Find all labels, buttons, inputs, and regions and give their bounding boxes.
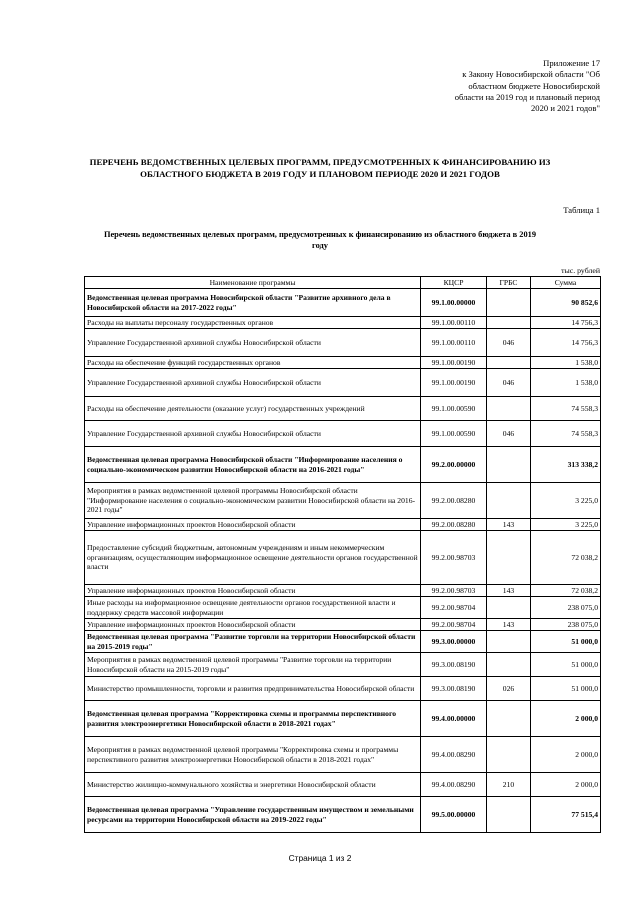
kcsr-code: 99.1.00.00590: [421, 421, 487, 447]
kcsr-code: 99.1.00.00000: [421, 289, 487, 317]
program-name: Расходы на обеспечение функций государственных органов: [85, 357, 421, 369]
amount: 51 000,0: [531, 677, 601, 701]
header-name: Наименование программы: [85, 277, 421, 289]
table-row: [85, 797, 601, 833]
grbs-code: 143: [487, 519, 531, 531]
amount: 1 538,0: [531, 357, 601, 369]
grbs-code: 046: [487, 329, 531, 357]
amount: 14 756,3: [531, 329, 601, 357]
kcsr-code: 99.2.00.98704: [421, 619, 487, 631]
table-row: [85, 773, 601, 797]
table-header-row: [85, 277, 601, 289]
grbs-code: [487, 289, 531, 317]
program-name: Ведомственная целевая программа "Развитие торговли на территории Новосибирской области на 2015-2019 годы": [85, 631, 421, 653]
table-row: [85, 585, 601, 597]
kcsr-code: 99.1.00.00190: [421, 357, 487, 369]
amount: 74 558,3: [531, 421, 601, 447]
header-grbs: ГРБС: [487, 277, 531, 289]
table-row: [85, 357, 601, 369]
table-row: [85, 677, 601, 701]
kcsr-code: 99.3.00.08190: [421, 677, 487, 701]
grbs-code: [487, 653, 531, 677]
appendix-line: к Закону Новосибирской области "Об: [462, 69, 600, 80]
table-row: [85, 447, 601, 483]
appendix-line: Приложение 17: [543, 58, 600, 68]
amount: 3 225,0: [531, 519, 601, 531]
subtitle-line: году: [312, 241, 328, 250]
program-name: Управление информационных проектов Новосибирской области: [85, 619, 421, 631]
program-name: Управление информационных проектов Новосибирской области: [85, 519, 421, 531]
amount: 238 075,0: [531, 619, 601, 631]
grbs-code: [487, 737, 531, 773]
amount: 313 338,2: [531, 447, 601, 483]
program-name: Мероприятия в рамках ведомственной целевой программы "Развитие торговли на территории Новосибирской области на 2015-2019 годы": [85, 653, 421, 677]
grbs-code: [487, 483, 531, 519]
table-row: [85, 631, 601, 653]
amount: 238 075,0: [531, 597, 601, 619]
program-name: Управление Государственной архивной службы Новосибирской области: [85, 369, 421, 397]
grbs-code: [487, 797, 531, 833]
program-name: Министерство жилищно-коммунального хозяйства и энергетики Новосибирской области: [85, 773, 421, 797]
program-name: Министерство промышленности, торговли и развития предпринимательства Новосибирской области: [85, 677, 421, 701]
amount: 14 756,3: [531, 317, 601, 329]
table-row: [85, 619, 601, 631]
amount: 72 038,2: [531, 531, 601, 585]
grbs-code: 046: [487, 369, 531, 397]
grbs-code: [487, 397, 531, 421]
kcsr-code: 99.1.00.00590: [421, 397, 487, 421]
appendix-line: области на 2019 год и плановый период: [454, 91, 600, 102]
appendix-line: областном бюджете Новосибирской: [468, 80, 600, 91]
program-name: Иные расходы на информационное освещение деятельности органов государственной власти и поддержку средств массовой информации: [85, 597, 421, 619]
grbs-code: 143: [487, 585, 531, 597]
grbs-code: 046: [487, 421, 531, 447]
table-row: [85, 369, 601, 397]
grbs-code: [487, 531, 531, 585]
header-kcsr: КЦСР: [421, 277, 487, 289]
kcsr-code: 99.4.00.00000: [421, 701, 487, 737]
program-name: Мероприятия в рамках ведомственной целевой программы Новосибирской области "Информирование населения о социально-экономическом развитии Новосибирской области на 2016-2021 годы": [85, 483, 421, 519]
title-line: ОБЛАСТНОГО БЮДЖЕТА В 2019 ГОДУ И ПЛАНОВОМ ПЕРИОДЕ 2020 И 2021 ГОДОВ: [140, 169, 500, 179]
kcsr-code: 99.2.00.08280: [421, 519, 487, 531]
table-row: [85, 519, 601, 531]
program-name: Мероприятия в рамках ведомственной целевой программы "Корректировка схемы и программы перспективного развития электроэнергетики Новосибирской области в 2018-2021 годах": [85, 737, 421, 773]
amount: 72 038,2: [531, 585, 601, 597]
table-row: [85, 421, 601, 447]
appendix-note: [400, 58, 600, 114]
subtitle-line: Перечень ведомственных целевых программ, предусмотренных к финансированию из областного бюджета в 2019: [103, 230, 537, 239]
program-name: Управление информационных проектов Новосибирской области: [85, 585, 421, 597]
table-row: [85, 701, 601, 737]
kcsr-code: 99.5.00.00000: [421, 797, 487, 833]
amount: 3 225,0: [531, 483, 601, 519]
kcsr-code: 99.1.00.00110: [421, 317, 487, 329]
kcsr-code: 99.3.00.00000: [421, 631, 487, 653]
grbs-code: 143: [487, 619, 531, 631]
grbs-code: [487, 317, 531, 329]
amount: 90 852,6: [531, 289, 601, 317]
table-row: [85, 531, 601, 585]
kcsr-code: 99.4.00.08290: [421, 773, 487, 797]
table-row: [85, 483, 601, 519]
grbs-code: [487, 701, 531, 737]
kcsr-code: 99.2.00.08280: [421, 483, 487, 519]
program-name: Управление Государственной архивной службы Новосибирской области: [85, 329, 421, 357]
program-name: Ведомственная целевая программа Новосибирской области "Информирование населения о социально-экономическом развитии Новосибирской области на 2016-2021 годы": [85, 447, 421, 483]
programs-table: [84, 276, 601, 833]
program-name: Ведомственная целевая программа Новосибирской области "Развитие архивного дела в Новосибирской области на 2017-2022 годы": [85, 289, 421, 317]
kcsr-code: 99.2.00.98703: [421, 531, 487, 585]
grbs-code: [487, 631, 531, 653]
program-name: Управление Государственной архивной службы Новосибирской области: [85, 421, 421, 447]
amount: 2 000,0: [531, 773, 601, 797]
program-name: Предоставление субсидий бюджетным, автономным учреждениям и иным некоммерческим организациям, осуществляющим информационное освещение деятельности органов государственной власти: [85, 531, 421, 585]
amount: 77 515,4: [531, 797, 601, 833]
grbs-code: [487, 597, 531, 619]
amount: 74 558,3: [531, 397, 601, 421]
kcsr-code: 99.4.00.08290: [421, 737, 487, 773]
kcsr-code: 99.2.00.00000: [421, 447, 487, 483]
kcsr-code: 99.3.00.08190: [421, 653, 487, 677]
page-footer: Страница 1 из 2: [288, 853, 352, 863]
table-title: [80, 229, 560, 251]
grbs-code: [487, 357, 531, 369]
amount: 1 538,0: [531, 369, 601, 397]
title-line: ПЕРЕЧЕНЬ ВЕДОМСТВЕННЫХ ЦЕЛЕВЫХ ПРОГРАММ, ПРЕДУСМОТРЕННЫХ К ФИНАНСИРОВАНИЮ ИЗ: [89, 157, 551, 167]
table-row: [85, 737, 601, 773]
table-row: [85, 289, 601, 317]
amount: 2 000,0: [531, 737, 601, 773]
grbs-code: 210: [487, 773, 531, 797]
program-name: Расходы на обеспечение деятельности (оказание услуг) государственных учреждений: [85, 397, 421, 421]
amount: 51 000,0: [531, 631, 601, 653]
units-label: тыс. рублей: [561, 266, 600, 275]
program-name: Ведомственная целевая программа "Управление государственным имуществом и земельными ресурсами на территории Новосибирской области на 2019-2022 годы": [85, 797, 421, 833]
table-number: Таблица 1: [563, 205, 600, 215]
grbs-code: 026: [487, 677, 531, 701]
program-name: Ведомственная целевая программа "Корректировка схемы и программы перспективного развития электроэнергетики Новосибирской области в 2018-2021 годах": [85, 701, 421, 737]
table-row: [85, 317, 601, 329]
kcsr-code: 99.1.00.00110: [421, 329, 487, 357]
program-name: Расходы на выплаты персоналу государственных органов: [85, 317, 421, 329]
grbs-code: [487, 447, 531, 483]
kcsr-code: 99.1.00.00190: [421, 369, 487, 397]
document-title: [60, 156, 580, 180]
table-row: [85, 653, 601, 677]
kcsr-code: 99.2.00.98704: [421, 597, 487, 619]
kcsr-code: 99.2.00.98703: [421, 585, 487, 597]
table-row: [85, 397, 601, 421]
appendix-line: 2020 и 2021 годов": [530, 103, 600, 114]
amount: 2 000,0: [531, 701, 601, 737]
table-row: [85, 329, 601, 357]
table-row: [85, 597, 601, 619]
header-sum: Сумма: [531, 277, 601, 289]
amount: 51 000,0: [531, 653, 601, 677]
